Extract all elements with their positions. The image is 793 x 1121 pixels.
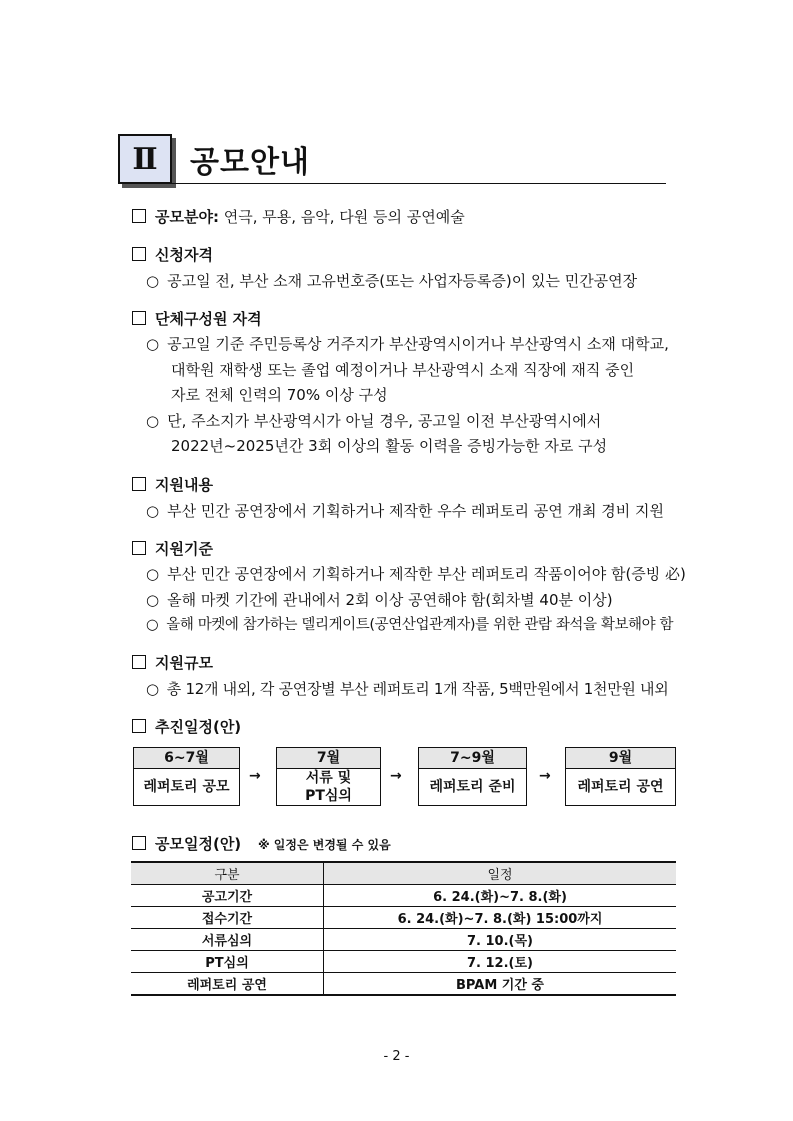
section-support: [132, 475, 213, 495]
step-period: 9월: [566, 748, 675, 769]
table-header-row: [131, 862, 676, 885]
timeline-step: [276, 747, 381, 806]
field-text: 연극, 무용, 음악, 다원 등의 공연예술: [218, 208, 465, 226]
criteria-label: 지원기준: [155, 540, 213, 558]
section-criteria: [132, 539, 213, 559]
table-cell: 7. 10.(목): [324, 929, 677, 951]
list-item-continuation: 2022년~2025년간 3회 이상의 활동 이력을 증빙가능한 자로 구성: [171, 437, 608, 455]
checkbox-icon: [132, 541, 146, 555]
bullet-icon: ○: [146, 502, 160, 520]
step-period: 6~7월: [134, 748, 239, 769]
support-label: 지원내용: [155, 476, 213, 494]
step-task: 서류 및 PT심의: [305, 770, 352, 804]
table-header: 구분: [131, 862, 324, 885]
section-number: Ⅱ: [132, 141, 158, 177]
table-row: [131, 907, 676, 929]
bullet-icon: ○: [146, 591, 160, 609]
list-item-continuation: 자로 전체 인력의 70% 이상 구성: [171, 386, 388, 404]
table-header: 일정: [324, 862, 677, 885]
arrow-right-icon: →: [539, 768, 551, 784]
step-period: 7~9월: [419, 748, 526, 769]
schedule-table: [131, 861, 676, 996]
list-item: ○ 부산 민간 공연장에서 기획하거나 제작한 부산 레퍼토리 작품이어야 함(증빙 必): [146, 565, 686, 583]
page-title: 공모안내: [190, 145, 310, 180]
list-item: ○ 올해 마켓 기간에 관내에서 2회 이상 공연해야 함(회차별 40분 이상): [146, 591, 613, 609]
step-period: 7월: [277, 748, 380, 769]
section-schedule: [132, 834, 391, 855]
table-row: [131, 973, 676, 996]
bullet-icon: ○: [146, 272, 160, 290]
step-task: 레퍼토리 공연: [577, 779, 664, 795]
list-item: ○ 올해 마켓에 참가하는 델리게이트(공연산업관계자)를 위한 관람 좌석을 확보해야 함: [146, 617, 674, 633]
bullet-icon: ○: [146, 335, 160, 353]
eligibility-label: 신청자격: [155, 246, 213, 264]
step-task: 레퍼토리 공모: [143, 779, 230, 795]
table-cell: 공고기간: [131, 885, 324, 907]
table-cell: 서류심의: [131, 929, 324, 951]
bullet-icon: ○: [146, 565, 160, 583]
table-row: [131, 929, 676, 951]
list-item: ○ 총 12개 내외, 각 공연장별 부산 레퍼토리 1개 작품, 5백만원에서 1천만원 내외: [146, 680, 669, 698]
section-timeline: [132, 717, 241, 737]
title-underline: [118, 183, 666, 184]
section-scale: [132, 653, 213, 673]
section-eligibility: [132, 245, 213, 265]
table-cell: 레퍼토리 공연: [131, 973, 324, 996]
timeline-label: 추진일정(안): [155, 718, 242, 736]
list-item: ○ 공고일 전, 부산 소재 고유번호증(또는 사업자등록증)이 있는 민간공연장: [146, 272, 638, 290]
member-label: 단체구성원 자격: [155, 310, 262, 328]
arrow-right-icon: →: [249, 768, 261, 784]
page-number: - 2 -: [383, 1049, 410, 1064]
checkbox-icon: [132, 719, 146, 733]
table-cell: PT심의: [131, 951, 324, 973]
checkbox-icon: [132, 247, 146, 261]
section-member: [132, 309, 262, 329]
section-field: [132, 207, 465, 227]
table-row: [131, 885, 676, 907]
section-number-box: [118, 134, 172, 184]
checkbox-icon: [132, 209, 146, 223]
bullet-icon: ○: [146, 680, 159, 698]
schedule-label: 공모일정(안): [155, 835, 242, 853]
checkbox-icon: [132, 477, 146, 491]
list-item-continuation: 대학원 재학생 또는 졸업 예정이거나 부산광역시 소재 직장에 재직 중인: [171, 361, 635, 379]
table-cell: 6. 24.(화)~7. 8.(화) 15:00까지: [324, 907, 677, 929]
bullet-icon: ○: [146, 617, 159, 633]
schedule-note: ※ 일정은 변경될 수 있음: [257, 838, 391, 852]
checkbox-icon: [132, 655, 146, 669]
table-cell: BPAM 기간 중: [324, 973, 677, 996]
timeline-step: [133, 747, 240, 806]
field-label: 공모분야:: [155, 208, 219, 226]
step-task: 레퍼토리 준비: [429, 779, 516, 795]
timeline-step: [418, 747, 527, 806]
arrow-right-icon: →: [390, 768, 402, 784]
timeline-step: [565, 747, 676, 806]
checkbox-icon: [132, 311, 146, 325]
table-cell: 6. 24.(화)~7. 8.(화): [324, 885, 677, 907]
table-cell: 7. 12.(토): [324, 951, 677, 973]
table-cell: 접수기간: [131, 907, 324, 929]
list-item: ○ 단, 주소지가 부산광역시가 아닐 경우, 공고일 이전 부산광역시에서: [146, 412, 602, 430]
bullet-icon: ○: [146, 412, 160, 430]
list-item: ○ 부산 민간 공연장에서 기획하거나 제작한 우수 레퍼토리 공연 개최 경비 지원: [146, 502, 664, 520]
scale-label: 지원규모: [155, 654, 213, 672]
list-item: ○ 공고일 기준 주민등록상 거주지가 부산광역시이거나 부산광역시 소재 대학교,: [146, 335, 669, 353]
table-row: [131, 951, 676, 973]
checkbox-icon: [132, 836, 146, 850]
